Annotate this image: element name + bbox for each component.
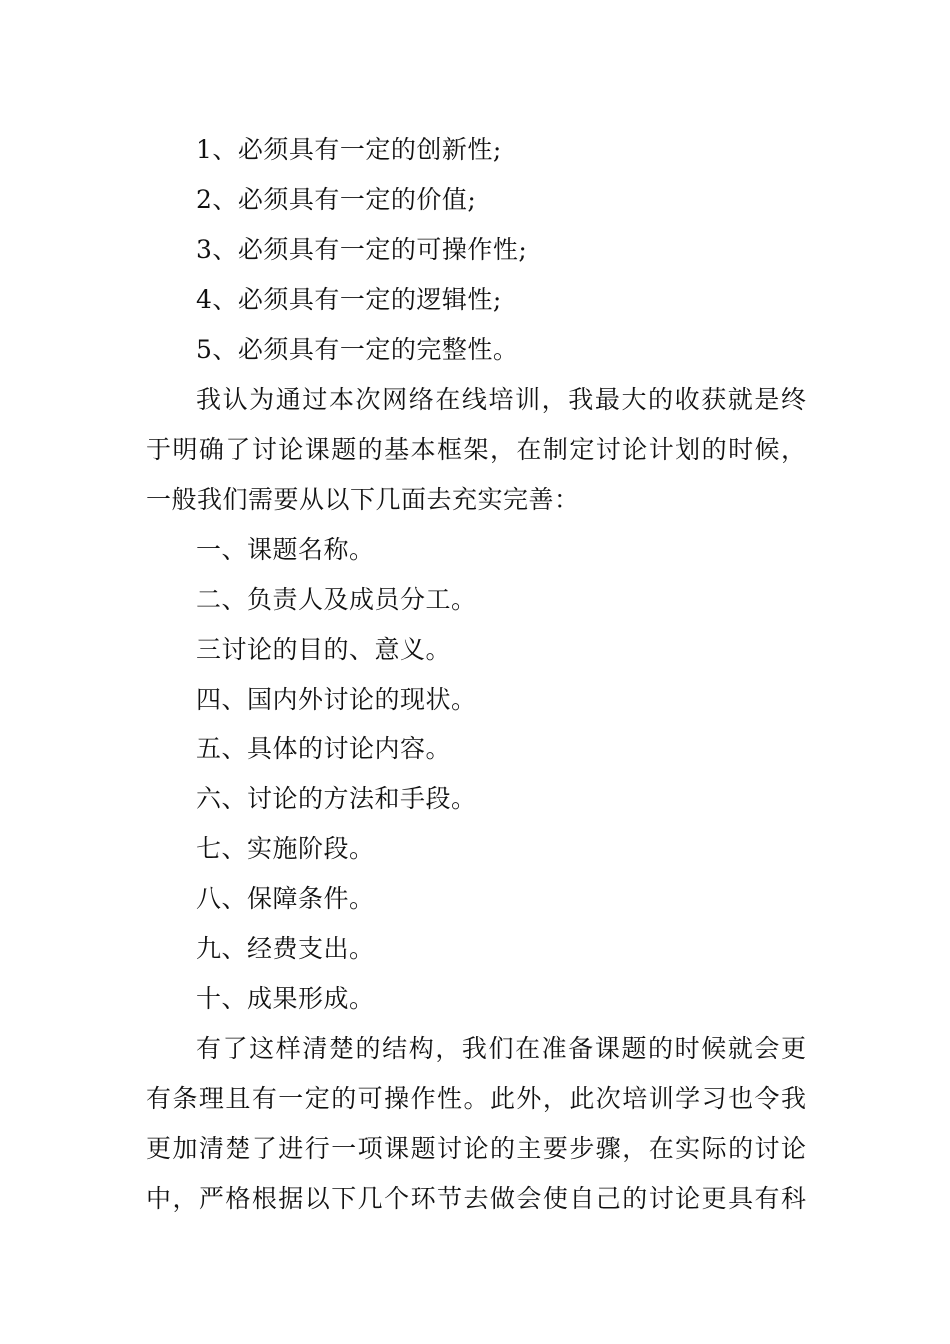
requirement-item-3: 3、必须具有一定的可操作性; bbox=[196, 235, 528, 264]
framework-item-3: 三讨论的目的、意义。 bbox=[196, 635, 452, 664]
paragraph-2-line-2: 有条理且有一定的可操作性。此外，此次培训学习也令我 bbox=[146, 1084, 806, 1113]
requirement-item-5: 5、必须具有一定的完整性。 bbox=[196, 335, 519, 364]
framework-item-8: 八、保障条件。 bbox=[196, 884, 375, 913]
framework-item-7: 七、实施阶段。 bbox=[196, 834, 375, 863]
paragraph-2-line-4: 中，严格根据以下几个环节去做会使自己的讨论更具有科 bbox=[146, 1184, 806, 1213]
paragraph-2-line-3: 更加清楚了进行一项课题讨论的主要步骤，在实际的讨论 bbox=[146, 1134, 806, 1163]
requirement-item-1: 1、必须具有一定的创新性; bbox=[196, 135, 502, 164]
framework-item-9: 九、经费支出。 bbox=[196, 934, 375, 963]
paragraph-2-line-1: 有了这样清楚的结构，我们在准备课题的时候就会更 bbox=[196, 1034, 806, 1063]
paragraph-1-line-2: 于明确了讨论课题的基本框架，在制定讨论计划的时候， bbox=[146, 435, 806, 464]
requirement-item-2: 2、必须具有一定的价值; bbox=[196, 185, 477, 214]
framework-item-6: 六、讨论的方法和手段。 bbox=[196, 784, 477, 813]
requirement-item-4: 4、必须具有一定的逻辑性; bbox=[196, 285, 502, 314]
framework-item-5: 五、具体的讨论内容。 bbox=[196, 734, 452, 763]
framework-item-4: 四、国内外讨论的现状。 bbox=[196, 685, 477, 714]
framework-item-10: 十、成果形成。 bbox=[196, 984, 375, 1013]
paragraph-1-line-1: 我认为通过本次网络在线培训，我最大的收获就是终 bbox=[196, 385, 806, 414]
framework-item-2: 二、负责人及成员分工。 bbox=[196, 585, 477, 614]
paragraph-1-line-3: 一般我们需要从以下几面去充实完善： bbox=[146, 485, 580, 514]
framework-item-1: 一、课题名称。 bbox=[196, 535, 375, 564]
